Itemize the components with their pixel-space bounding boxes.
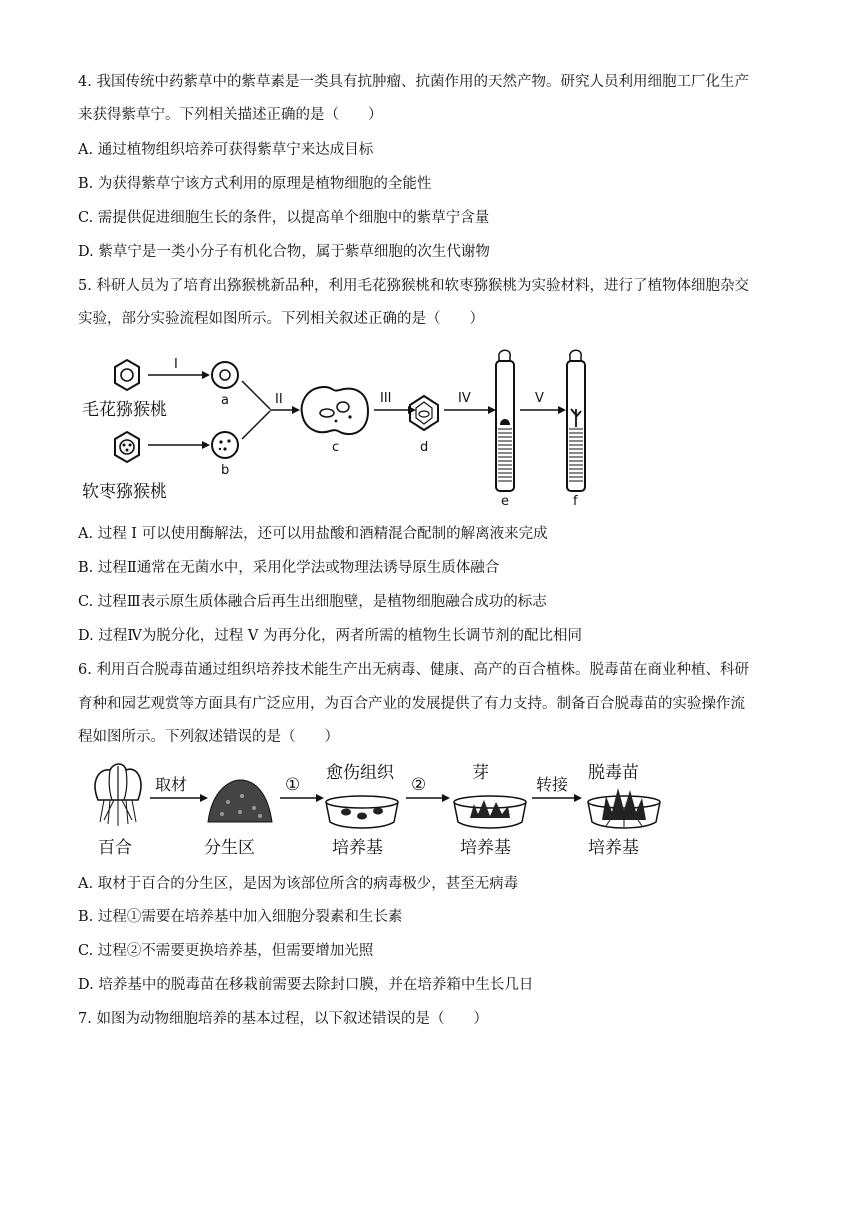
plant-cell-top-icon xyxy=(115,360,139,390)
culture-dish-bud-icon xyxy=(454,796,526,828)
q5-option-d: D. 过程Ⅳ为脱分化，过程 V 为再分化，两者所需的植物生长调节剂的配比相同 xyxy=(78,628,582,644)
step-5-label: V xyxy=(535,391,544,406)
label-e: e xyxy=(501,494,509,505)
step-1-circle-label: ① xyxy=(285,775,301,795)
q7-stem-line1: 7. 如图为动物细胞培养的基本过程，以下叙述错误的是（ ） xyxy=(78,1011,488,1027)
medium-3-label: 培养基 xyxy=(588,838,639,858)
meristem-label: 分生区 xyxy=(204,838,255,858)
culture-dish-callus-icon xyxy=(326,796,398,828)
q4-option-b: B. 为获得紫草宁该方式利用的原理是植物细胞的全能性 xyxy=(78,176,432,192)
medium-1-label: 培养基 xyxy=(332,838,383,858)
label-c: c xyxy=(332,440,340,455)
meristem-tissue-icon xyxy=(208,780,272,822)
q6-lily-virus-free-figure xyxy=(80,760,680,865)
q6-stem-line3: 程如图所示。下列叙述错误的是（ ） xyxy=(78,729,339,745)
q4-stem-line2: 来获得紫草宁。下列相关描述正确的是（ ） xyxy=(78,107,383,123)
label-d: d xyxy=(420,440,429,455)
medium-2-label: 培养基 xyxy=(460,838,511,858)
protoplast-a-icon xyxy=(212,362,238,388)
q5-option-a: A. 过程 I 可以使用酶解法，还可以用盐酸和酒精混合配制的解离液来完成 xyxy=(78,526,548,542)
test-tube-f-icon xyxy=(567,350,585,491)
q6-option-b: B. 过程①需要在培养基中加入细胞分裂素和生长素 xyxy=(78,909,403,925)
protoplast-b-icon xyxy=(212,432,238,458)
fused-protoplast-c-icon xyxy=(302,387,368,434)
plant-top-label: 毛花猕猴桃 xyxy=(82,400,167,420)
plant-bottom-label: 软枣猕猴桃 xyxy=(82,482,167,502)
q6-option-d: D. 培养基中的脱毒苗在移栽前需要去除封口膜，并在培养箱中生长几日 xyxy=(78,977,534,993)
lily-bulb-icon xyxy=(95,764,141,826)
q5-stem-line2: 实验，部分实验流程如图所示。下列相关叙述正确的是（ ） xyxy=(78,311,484,327)
step-1-label: I xyxy=(174,357,178,372)
take-label: 取材 xyxy=(155,775,188,794)
q4-option-d: D. 紫草宁是一类小分子有机化合物，属于紫草细胞的次生代谢物 xyxy=(78,244,490,260)
label-b: b xyxy=(221,463,230,478)
q5-option-b: B. 过程Ⅱ通常在无菌水中，采用化学法或物理法诱导原生质体融合 xyxy=(78,560,500,576)
hybrid-cell-d-icon xyxy=(410,396,438,430)
step-4-label: IV xyxy=(458,391,471,406)
lily-label: 百合 xyxy=(98,838,132,858)
label-f: f xyxy=(573,494,578,505)
q6-stem-line1: 6. 利用百合脱毒苗通过组织培养技术能生产出无病毒、健康、高产的百合植株。脱毒苗在商业种植、科研 xyxy=(78,662,749,678)
step-3-label: III xyxy=(380,391,392,406)
bud-label: 芽 xyxy=(472,763,489,783)
q6-option-c: C. 过程②不需要更换培养基，但需要增加光照 xyxy=(78,943,374,959)
q5-stem-line1: 5. 科研人员为了培育出猕猴桃新品种，利用毛花猕猴桃和软枣猕猴桃为实验材料，进行了植物体细胞杂交 xyxy=(78,278,749,294)
step-2-label: II xyxy=(275,392,283,407)
plant-cell-bottom-icon xyxy=(115,432,139,462)
q6-option-a: A. 取材于百合的分生区，是因为该部位所含的病毒极少，甚至无病毒 xyxy=(78,876,519,892)
step-2-circle-label: ② xyxy=(411,775,427,795)
seedling-label: 脱毒苗 xyxy=(588,763,639,783)
test-tube-e-icon xyxy=(496,350,514,491)
q5-kiwifruit-fusion-figure xyxy=(80,345,600,505)
q6-stem-line2: 育种和园艺观赏等方面具有广泛应用，为百合产业的发展提供了有力支持。制备百合脱毒苗的实验操作流 xyxy=(78,696,745,712)
culture-dish-seedling-icon xyxy=(588,788,660,828)
q4-stem-line1: 4. 我国传统中药紫草中的紫草素是一类具有抗肿瘤、抗菌作用的天然产物。研究人员利用细胞工厂化生产 xyxy=(78,74,749,90)
label-a: a xyxy=(221,393,229,408)
q5-option-c: C. 过程Ⅲ表示原生质体融合后再生出细胞壁，是植物细胞融合成功的标志 xyxy=(78,594,547,610)
q4-option-a: A. 通过植物组织培养可获得紫草宁来达成目标 xyxy=(78,142,374,158)
transfer-label: 转接 xyxy=(536,775,569,794)
callus-label: 愈伤组织 xyxy=(326,763,394,783)
q4-option-c: C. 需提供促进细胞生长的条件，以提高单个细胞中的紫草宁含量 xyxy=(78,210,490,226)
